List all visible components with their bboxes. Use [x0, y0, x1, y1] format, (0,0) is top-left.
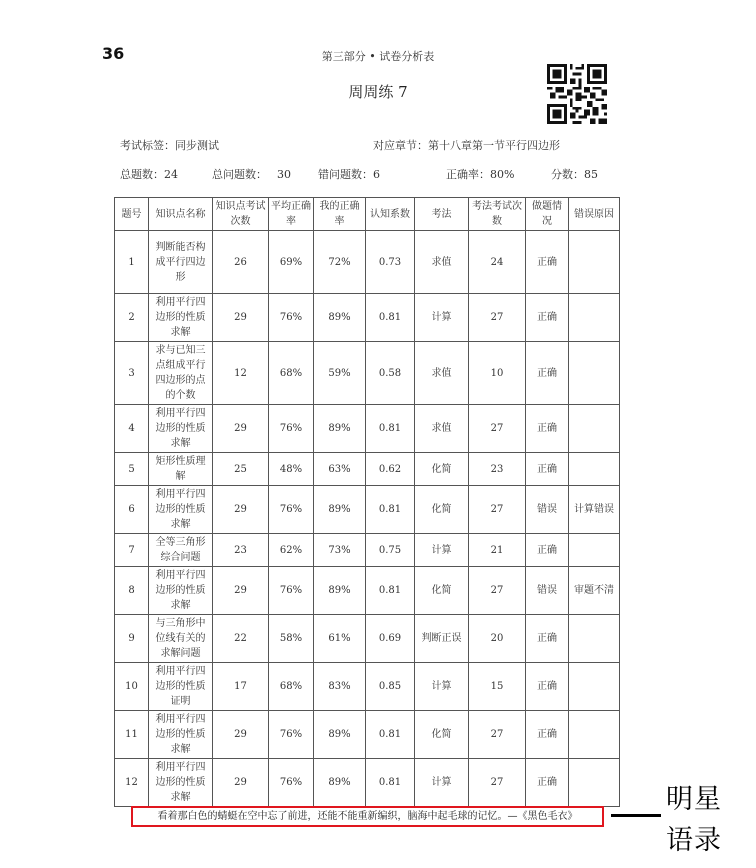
table-cell: 0.85 — [366, 663, 415, 711]
table-cell: 26 — [213, 231, 269, 294]
table-cell: 3 — [115, 342, 149, 405]
table-cell: 89% — [314, 567, 366, 615]
table-row — [115, 453, 620, 486]
table-cell: 15 — [469, 663, 526, 711]
qr-code-icon — [547, 64, 607, 124]
table-row — [115, 294, 620, 342]
table-cell: 11 — [115, 711, 149, 759]
table-cell: 利用平行四边形的性质求解 — [149, 486, 213, 534]
table-cell: 求值 — [415, 231, 469, 294]
table-cell: 计算 — [415, 759, 469, 807]
table-cell: 0.81 — [366, 405, 415, 453]
table-cell: 错误 — [526, 567, 569, 615]
side-label-line1: 明星 — [666, 784, 722, 815]
table-cell: 62% — [269, 534, 314, 567]
table-cell: 73% — [314, 534, 366, 567]
total-questions — [212, 166, 291, 182]
table-cell: 23 — [469, 453, 526, 486]
table-cell: 化简 — [415, 567, 469, 615]
table-cell: 76% — [269, 759, 314, 807]
table-cell: 0.75 — [366, 534, 415, 567]
table-cell: 29 — [213, 486, 269, 534]
table-cell: 0.81 — [366, 711, 415, 759]
quote-dash — [611, 814, 661, 817]
table-cell: 76% — [269, 567, 314, 615]
table-cell: 错误 — [526, 486, 569, 534]
header-cell: 考法 — [415, 198, 469, 231]
table-cell: 27 — [469, 711, 526, 759]
table-cell: 29 — [213, 711, 269, 759]
header-cell: 考法考试次数 — [469, 198, 526, 231]
table-cell: 21 — [469, 534, 526, 567]
table-cell: 计算错误 — [569, 486, 620, 534]
table-cell: 求值 — [415, 342, 469, 405]
table-cell: 0.81 — [366, 294, 415, 342]
table-cell: 29 — [213, 567, 269, 615]
table-cell — [569, 405, 620, 453]
table-row — [115, 615, 620, 663]
table-cell: 20 — [469, 615, 526, 663]
table-cell: 12 — [213, 342, 269, 405]
table-cell: 矩形性质理解 — [149, 453, 213, 486]
celebrity-quote: 看着那白色的蜻蜓在空中忘了前进，还能不能重新编织，脑海中起毛球的记忆。—《黑色毛衣》 — [131, 806, 604, 827]
table-cell: 72% — [314, 231, 366, 294]
table-cell: 9 — [115, 615, 149, 663]
analysis-table — [114, 197, 620, 807]
table-cell: 29 — [213, 294, 269, 342]
table-row — [115, 231, 620, 294]
table-cell: 化简 — [415, 711, 469, 759]
table-cell: 76% — [269, 486, 314, 534]
table-cell: 5 — [115, 453, 149, 486]
table-cell: 0.69 — [366, 615, 415, 663]
table-cell: 审题不清 — [569, 567, 620, 615]
table-cell — [569, 534, 620, 567]
table-cell: 63% — [314, 453, 366, 486]
table-cell: 4 — [115, 405, 149, 453]
table-cell: 求值 — [415, 405, 469, 453]
table-row — [115, 405, 620, 453]
table-cell: 正确 — [526, 342, 569, 405]
table-cell: 利用平行四边形的性质求解 — [149, 405, 213, 453]
page-number: 36 — [102, 44, 125, 63]
table-row — [115, 711, 620, 759]
table-cell: 10 — [115, 663, 149, 711]
table-row — [115, 759, 620, 807]
table-cell — [569, 663, 620, 711]
accuracy-rate: 正确率：80% — [446, 168, 515, 181]
table-cell — [569, 711, 620, 759]
total-questions-value: 30 — [277, 168, 291, 181]
table-cell — [569, 615, 620, 663]
table-cell: 76% — [269, 405, 314, 453]
table-cell: 0.81 — [366, 567, 415, 615]
table-cell: 利用平行四边形的性质求解 — [149, 711, 213, 759]
table-cell: 0.73 — [366, 231, 415, 294]
table-cell: 7 — [115, 534, 149, 567]
header-cell: 做题情况 — [526, 198, 569, 231]
table-cell: 正确 — [526, 453, 569, 486]
table-cell: 利用平行四边形的性质求解 — [149, 567, 213, 615]
table-cell: 正确 — [526, 231, 569, 294]
table-row — [115, 534, 620, 567]
table-cell: 正确 — [526, 534, 569, 567]
header-cell: 知识点考试次数 — [213, 198, 269, 231]
table-cell: 27 — [469, 405, 526, 453]
total-questions-label: 总问题数： — [212, 168, 267, 181]
table-cell: 89% — [314, 711, 366, 759]
table-cell: 正确 — [526, 405, 569, 453]
table-header-row — [115, 198, 620, 231]
table-body — [115, 231, 620, 807]
table-cell: 69% — [269, 231, 314, 294]
table-cell: 正确 — [526, 294, 569, 342]
table-cell: 正确 — [526, 759, 569, 807]
table-cell: 2 — [115, 294, 149, 342]
page-title: 周周练 7 — [348, 83, 408, 101]
table-cell: 58% — [269, 615, 314, 663]
table-cell: 计算 — [415, 663, 469, 711]
table-cell: 1 — [115, 231, 149, 294]
header-cell: 题号 — [115, 198, 149, 231]
table-cell — [569, 453, 620, 486]
table-cell: 计算 — [415, 534, 469, 567]
table-cell: 10 — [469, 342, 526, 405]
chapter-label: 对应章节：第十八章第一节平行四边形 — [373, 139, 560, 152]
table-cell: 25 — [213, 453, 269, 486]
table-cell — [569, 342, 620, 405]
table-cell: 判断能否构成平行四边形 — [149, 231, 213, 294]
wrong-count: 错问题数：6 — [318, 168, 380, 181]
table-cell: 29 — [213, 405, 269, 453]
table-cell: 12 — [115, 759, 149, 807]
score: 分数：85 — [551, 168, 598, 181]
table-cell: 0.81 — [366, 759, 415, 807]
table-cell: 利用平行四边形的性质求解 — [149, 759, 213, 807]
table-row — [115, 486, 620, 534]
table-cell: 计算 — [415, 294, 469, 342]
table-cell: 全等三角形综合问题 — [149, 534, 213, 567]
table-cell: 27 — [469, 567, 526, 615]
table-cell: 76% — [269, 294, 314, 342]
header-cell: 知识点名称 — [149, 198, 213, 231]
table-cell: 29 — [213, 759, 269, 807]
table-cell: 利用平行四边形的性质求解 — [149, 294, 213, 342]
table-cell — [569, 231, 620, 294]
table-cell: 68% — [269, 663, 314, 711]
table-row — [115, 663, 620, 711]
table-cell: 17 — [213, 663, 269, 711]
table-cell: 27 — [469, 294, 526, 342]
header-cell: 我的正确率 — [314, 198, 366, 231]
table-cell: 与三角形中位线有关的求解问题 — [149, 615, 213, 663]
table-cell: 求与已知三点组成平行四边形的点的个数 — [149, 342, 213, 405]
table-cell: 27 — [469, 759, 526, 807]
table-cell: 59% — [314, 342, 366, 405]
table-cell: 23 — [213, 534, 269, 567]
table-row — [115, 567, 620, 615]
table-cell: 0.81 — [366, 486, 415, 534]
table-cell: 24 — [469, 231, 526, 294]
table-cell: 化简 — [415, 486, 469, 534]
table-cell: 正确 — [526, 615, 569, 663]
table-cell: 正确 — [526, 663, 569, 711]
table-cell: 68% — [269, 342, 314, 405]
table-cell: 76% — [269, 711, 314, 759]
table-cell — [569, 294, 620, 342]
table-cell: 正确 — [526, 711, 569, 759]
table-cell: 61% — [314, 615, 366, 663]
table-cell: 0.58 — [366, 342, 415, 405]
table-cell: 化简 — [415, 453, 469, 486]
table-cell: 8 — [115, 567, 149, 615]
table-cell: 6 — [115, 486, 149, 534]
total-count: 总题数：24 — [120, 168, 178, 181]
header-cell: 错误原因 — [569, 198, 620, 231]
table-cell: 89% — [314, 405, 366, 453]
table-cell: 48% — [269, 453, 314, 486]
table-cell: 22 — [213, 615, 269, 663]
header-cell: 认知系数 — [366, 198, 415, 231]
table-row — [115, 342, 620, 405]
table-cell: 27 — [469, 486, 526, 534]
table-cell: 89% — [314, 486, 366, 534]
running-header: 第三部分 • 试卷分析表 — [321, 50, 435, 63]
table-cell: 判断正误 — [415, 615, 469, 663]
table-cell: 89% — [314, 759, 366, 807]
side-label-line2: 语录 — [666, 825, 722, 856]
header-cell: 平均正确率 — [269, 198, 314, 231]
table-cell — [569, 759, 620, 807]
table-cell: 83% — [314, 663, 366, 711]
table-cell: 利用平行四边形的性质证明 — [149, 663, 213, 711]
table-cell: 0.62 — [366, 453, 415, 486]
exam-tag: 考试标签：同步测试 — [120, 139, 219, 152]
table-cell: 89% — [314, 294, 366, 342]
